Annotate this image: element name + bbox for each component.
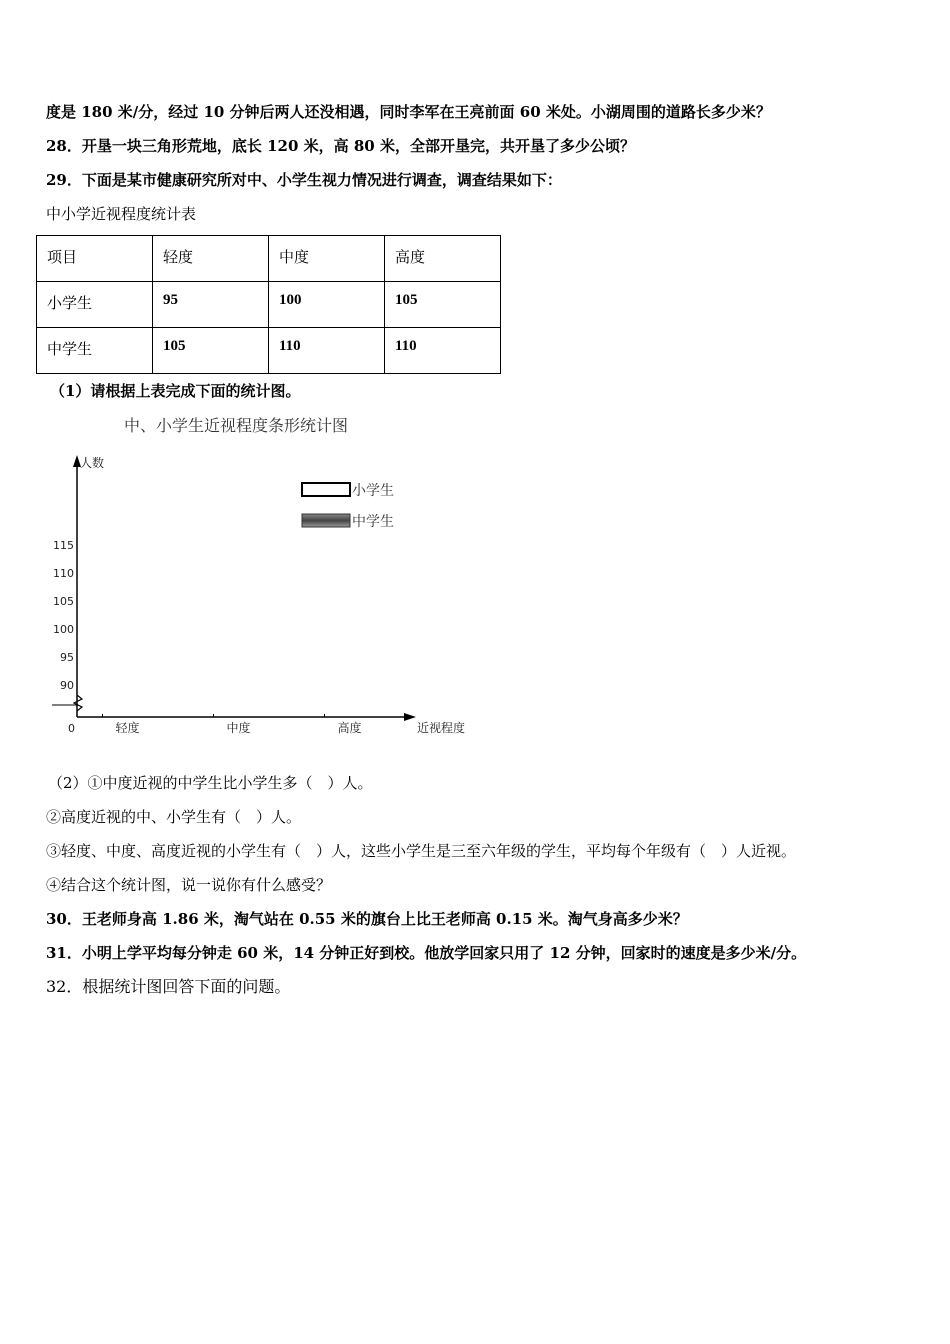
axis-break xyxy=(74,695,82,711)
sub-question-2b: ②高度近视的中、小学生有（ ）人。 xyxy=(46,808,302,826)
sub-question-2d: ④结合这个统计图，说一说你有什么感受？ xyxy=(46,876,332,894)
chart-title: 中、小学生近视程度条形统计图 xyxy=(124,416,349,435)
table-header-cell: 中度 xyxy=(269,236,385,282)
legend-swatch-primary xyxy=(302,483,350,496)
stats-table xyxy=(36,235,501,374)
question-31: 31．小明上学平均每分钟走 60 米，14 分钟正好到校。他放学回家只用了 12 分钟，回家时的速度是多少米/分。 xyxy=(46,944,807,962)
table-cell-label: 中学生 xyxy=(37,328,153,374)
question-30: 30．王老师身高 1.86 米，淘气站在 0.55 米的旗台上比王老师高 0.15 米。淘气身高多少米？ xyxy=(46,910,688,928)
y-tick-label: 110 xyxy=(53,567,74,580)
table-cell: 105 xyxy=(153,328,269,374)
origin-label: 0 xyxy=(68,722,75,735)
y-tick-label: 90 xyxy=(60,679,74,692)
y-tick-label: 95 xyxy=(60,651,74,664)
sub-question-2c: ③轻度、中度、高度近视的小学生有（ ）人，这些小学生是三至六年级的学生，平均每个年级有（ ）人近视。 xyxy=(46,842,797,860)
y-tick-label: 105 xyxy=(53,595,74,608)
table-header-cell: 轻度 xyxy=(153,236,269,282)
x-axis-label: 近视程度 xyxy=(417,721,466,735)
y-tick-label: 100 xyxy=(53,623,74,636)
bar-chart-svg xyxy=(40,405,480,740)
table-cell: 100 xyxy=(269,282,385,328)
table-header-cell: 项目 xyxy=(37,236,153,282)
table-header-cell: 高度 xyxy=(385,236,501,282)
table-cell-label: 小学生 xyxy=(37,282,153,328)
table-row xyxy=(37,328,501,374)
table-cell: 110 xyxy=(269,328,385,374)
question-28: 28．开垦一块三角形荒地，底长 120 米，高 80 米，全部开垦完，共开垦了多少公顷？ xyxy=(46,137,635,155)
table-caption: 中小学近视程度统计表 xyxy=(46,205,197,223)
x-category-label: 轻度 xyxy=(115,721,140,735)
legend-label-middle: 中学生 xyxy=(352,514,394,530)
table-cell: 105 xyxy=(385,282,501,328)
y-ticks xyxy=(53,539,74,692)
x-category-label: 高度 xyxy=(337,721,362,735)
y-axis-label: 人数 xyxy=(80,456,105,470)
text-line-1: 度是 180 米/分，经过 10 分钟后两人还没相遇，同时李军在王亮前面 60 米处。小湖周围的道路长多少米？ xyxy=(46,103,771,121)
legend-label-primary: 小学生 xyxy=(352,483,394,499)
bar-chart xyxy=(40,405,480,744)
question-32: 32．根据统计图回答下面的问题。 xyxy=(46,977,291,996)
y-tick-label: 115 xyxy=(53,539,74,552)
legend-swatch-middle xyxy=(302,514,350,527)
x-category-label: 中度 xyxy=(226,721,251,735)
x-axis-arrow xyxy=(404,713,416,721)
table-header-row xyxy=(37,236,501,282)
question-29: 29．下面是某市健康研究所对中、小学生视力情况进行调查，调查结果如下： xyxy=(46,171,562,189)
table-row xyxy=(37,282,501,328)
table-cell: 95 xyxy=(153,282,269,328)
table-cell: 110 xyxy=(385,328,501,374)
sub-question-2: （2）①中度近视的中学生比小学生多（ ）人。 xyxy=(48,774,373,792)
sub-question-1: （1）请根据上表完成下面的统计图。 xyxy=(50,382,301,400)
